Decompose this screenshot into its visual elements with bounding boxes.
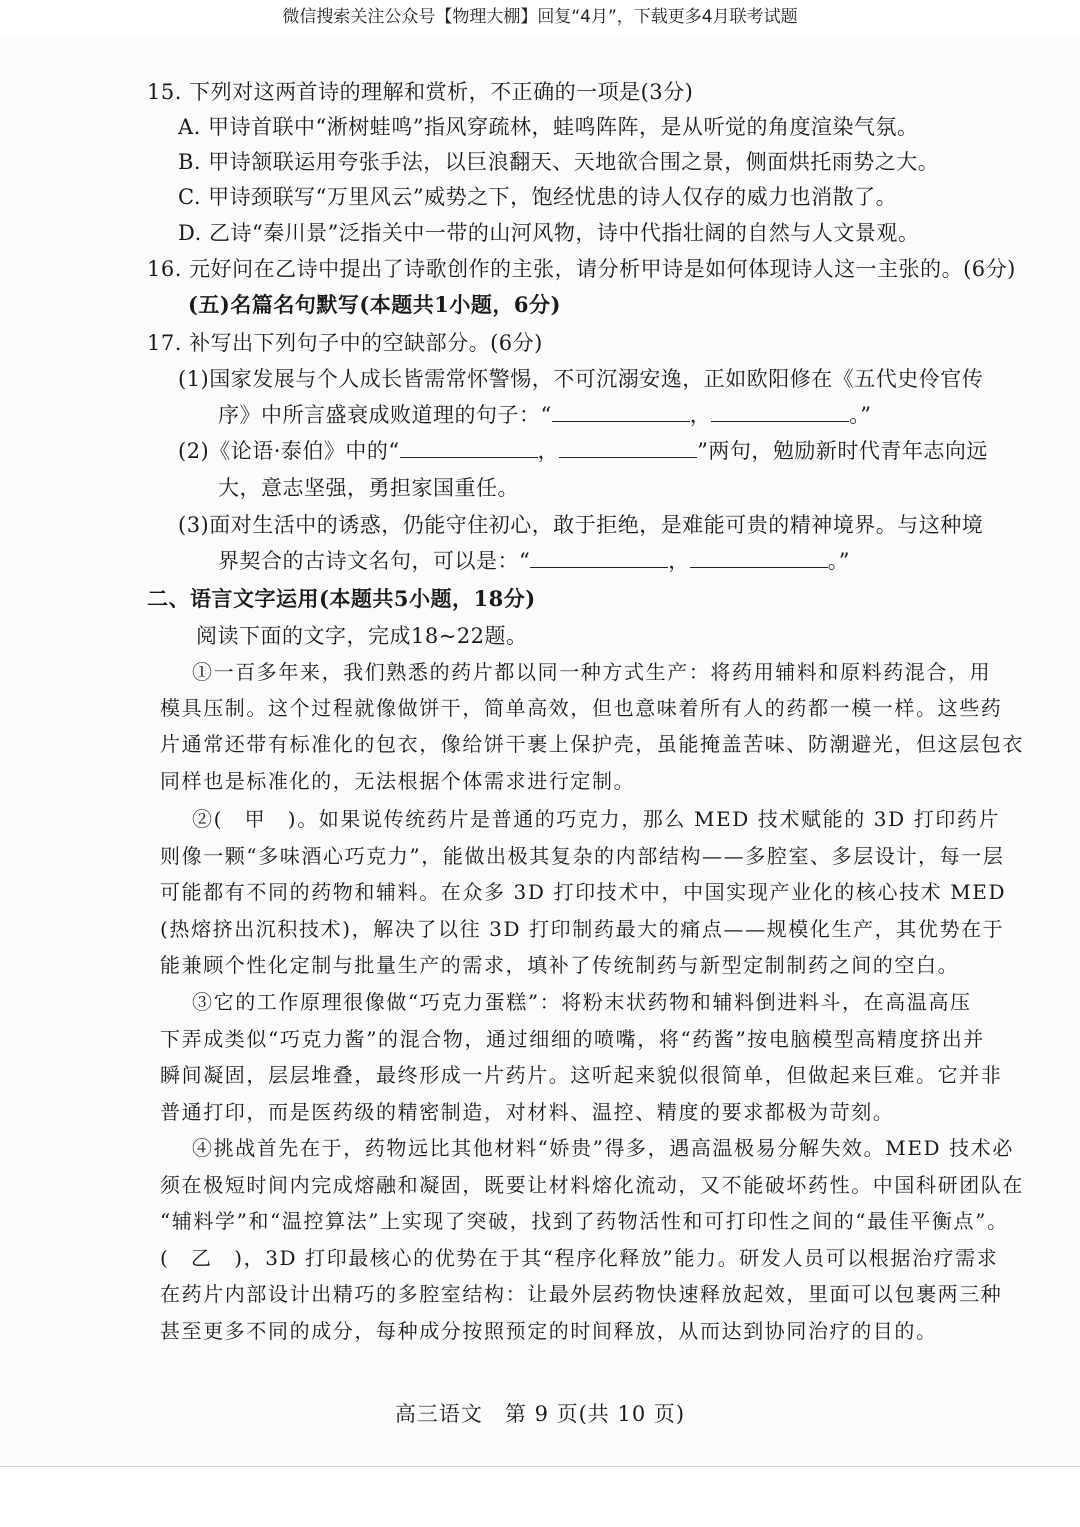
paragraph-3-line: 瞬间凝固，层层堆叠，最终形成一片药片。这听起来貌似很简单，但做起来巨难。它并非 <box>160 1063 1003 1087</box>
q17-sub3-line1: (3)面对生活中的诱惑，仍能守住初心，敢于拒绝，是难能可贵的精神境界。与这种境 <box>178 513 984 537</box>
q15-option-d: D. 乙诗“秦川景”泛指关中一带的山河风物，诗中代指壮阔的自然与人文景观。 <box>178 221 920 245</box>
q17-sub2-line2: 大，意志坚强，勇担家国重任。 <box>218 476 519 500</box>
paragraph-2-line: 能兼顾个性化定制与批量生产的需求，填补了传统制药与新型定制制药之间的空白。 <box>160 953 960 977</box>
paragraph-2-line: (热熔挤出沉积技术)，解决了以往 3D 打印制药最大的痛点——规模化生产，其优势在于 <box>160 917 1005 941</box>
exam-page <box>0 38 1080 1463</box>
answer-blank[interactable] <box>400 439 538 458</box>
paragraph-1-line: ①一百多年来，我们熟悉的药片都以同一种方式生产：将药用辅料和原料药混合，用 <box>192 660 992 684</box>
paragraph-4-line: ④挑战首先在于，药物远比其他材料“娇贵”得多，遇高温极易分解失效。MED 技术必 <box>192 1136 1014 1160</box>
reading-instruction: 阅读下面的文字，完成18~22题。 <box>196 624 528 648</box>
paragraph-4-line: 在药片内部设计出精巧的多腔室结构：让最外层药物快速释放起效，里面可以包裹两三种 <box>160 1282 1003 1306</box>
paragraph-2-line: 则像一颗“多味酒心巧克力”，能做出极其复杂的内部结构——多腔室、多层设计，每一层 <box>160 844 1005 868</box>
paragraph-1-line: 同样也是标准化的，无法根据个体需求进行定制。 <box>160 769 636 793</box>
paragraph-4-line: 甚至更多不同的成分，每种成分按照预定的时间释放，从而达到协同治疗的目的。 <box>160 1319 938 1343</box>
paragraph-4-line: 须在极短时间内完成熔融和凝固，既要让材料熔化流动，又不能破坏药性。中国科研团队在 <box>160 1173 1024 1197</box>
q17-sub2-line1: (2)《论语·泰伯》中的“ ， ”两句，勉励新时代青年志向远 <box>178 439 988 463</box>
section-5-heading: (五)名篇名句默写(本题共1小题，6分) <box>188 292 561 317</box>
q15-option-b: B. 甲诗颔联运用夸张手法，以巨浪翻天、天地欲合围之景，侧面烘托雨势之大。 <box>178 150 940 174</box>
paragraph-2-line: ②( 甲 )。如果说传统药片是普通的巧克力，那么 MED 技术赋能的 3D 打印药片 <box>192 807 1001 831</box>
answer-blank[interactable] <box>530 549 668 568</box>
paragraph-4-line: ( 乙 )，3D 打印最核心的优势在于其“程序化释放”能力。研发人员可以根据治疗需求 <box>160 1246 999 1270</box>
q17-stem: 17. 补写出下列句子中的空缺部分。(6分) <box>147 331 543 355</box>
section-2-heading: 二、语言文字运用(本题共5小题，18分) <box>147 586 536 611</box>
promo-banner: 微信搜索关注公众号【物理大棚】回复“4月”，下载更多4月联考试题 <box>282 7 798 27</box>
paragraph-3-line: 普通打印，而是医药级的精密制造，对材料、温控、精度的要求都极为苛刻。 <box>160 1100 895 1124</box>
answer-blank[interactable] <box>559 439 697 458</box>
paragraph-3-line: 下弄成类似“巧克力酱”的混合物，通过细细的喷嘴，将“药酱”按电脑模型高精度挤出并 <box>160 1027 985 1051</box>
q17-sub3-line2: 界契合的古诗文名句，可以是：“ ， 。” <box>218 549 850 573</box>
paragraph-2-line: 可能都有不同的药物和辅料。在众多 3D 打印技术中，中国实现产业化的核心技术 MED <box>160 880 1007 904</box>
q15-option-a: A. 甲诗首联中“淅树蛙鸣”指风穿疏林，蛙鸣阵阵，是从听觉的角度渲染气氛。 <box>178 115 919 139</box>
q17-sub1-line1: (1)国家发展与个人成长皆需常怀警惕，不可沉溺安逸，正如欧阳修在《五代史伶官传 <box>178 367 984 391</box>
page-divider <box>0 1466 1080 1467</box>
paragraph-1-line: 片通常还带有标准化的包衣，像给饼干裹上保护壳，虽能掩盖苦味、防潮避光，但这层包衣 <box>160 732 1024 756</box>
q16-stem: 16. 元好问在乙诗中提出了诗歌创作的主张，请分析甲诗是如何体现诗人这一主张的。(6分) <box>147 257 1016 281</box>
answer-blank[interactable] <box>711 403 849 422</box>
paragraph-4-line: “辅料学”和“温控算法”上实现了突破，找到了药物活性和可打印性之间的“最佳平衡点”。 <box>160 1209 1009 1233</box>
answer-blank[interactable] <box>690 549 828 568</box>
q15-option-c: C. 甲诗颈联写“万里风云”威势之下，饱经忧患的诗人仅存的威力也消散了。 <box>178 185 898 209</box>
paragraph-1-line: 模具压制。这个过程就像做饼干，简单高效，但也意味着所有人的药都一模一样。这些药 <box>160 696 1003 720</box>
q17-sub1-line2: 序》中所言盛衰成败道理的句子：“ ， 。” <box>218 403 872 427</box>
page-footer: 高三语文 第 9 页(共 10 页) <box>394 1402 686 1426</box>
paragraph-3-line: ③它的工作原理很像做“巧克力蛋糕”：将粉末状药物和辅料倒进料斗，在高温高压 <box>192 990 972 1014</box>
q15-stem: 15. 下列对这两首诗的理解和赏析，不正确的一项是(3分) <box>147 80 694 104</box>
answer-blank[interactable] <box>552 403 690 422</box>
